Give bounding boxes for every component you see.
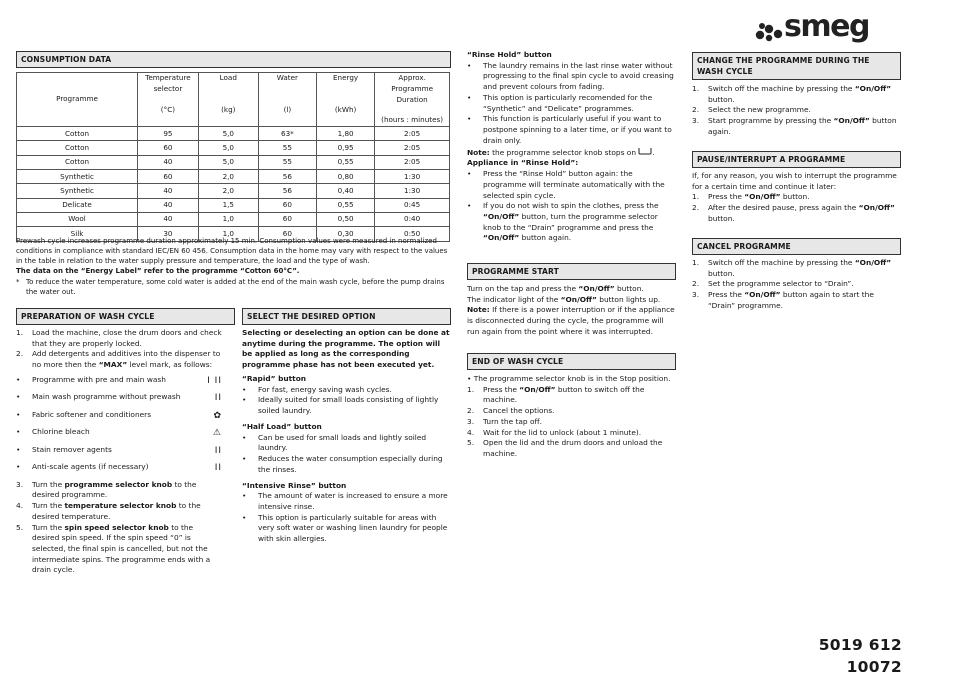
table-cell: Cotton bbox=[17, 155, 138, 169]
consumption-notes bbox=[16, 236, 452, 297]
start-line-2: The indicator light of the “On/Off” button lights up. bbox=[467, 294, 661, 304]
col-energy bbox=[316, 73, 374, 127]
table-cell: 0:50 bbox=[375, 227, 450, 241]
col-water-unit: (l) bbox=[283, 104, 292, 114]
col-water-label: Water bbox=[276, 73, 298, 82]
table-cell: Synthetic bbox=[17, 184, 138, 198]
table-cell: 95 bbox=[138, 127, 199, 141]
pause-step-2: 2. After the desired pause, press again the “On/Off” button. bbox=[692, 203, 895, 223]
table-cell: 60 bbox=[138, 141, 199, 155]
rapid-item: • For fast, energy saving wash cycles. bbox=[242, 384, 392, 394]
note-asterisk: * bbox=[16, 277, 20, 286]
table-cell: 0,50 bbox=[316, 212, 374, 226]
table-row bbox=[17, 141, 450, 155]
table-header-row bbox=[17, 73, 450, 127]
table-cell: 5,0 bbox=[198, 155, 258, 169]
rinse-hold-item: • This function is particularly useful if you want to postpone spinning to a later time, or if you want to drain only. bbox=[467, 114, 672, 145]
table-cell: 1,0 bbox=[198, 212, 258, 226]
change-step-2: 2. Select the new programme. bbox=[692, 105, 811, 115]
rinse-hold-item: • This option is particularly recomended for the “Synthetic” and “Delicate” programmes. bbox=[467, 92, 653, 113]
cancel-step-1: 1. Switch off the machine by pressing the “On/Off” button. bbox=[692, 258, 892, 278]
table-row bbox=[17, 155, 450, 169]
end-cycle-header: END OF WASH CYCLE bbox=[467, 353, 676, 370]
brand-name: smeg bbox=[784, 9, 869, 44]
end-step-4: 4. Wait for the lid to unlock (about 1 minute). bbox=[467, 427, 642, 437]
col-temp bbox=[138, 73, 199, 127]
table-cell: 55 bbox=[258, 155, 316, 169]
detergent-item: • Stain remover agents II bbox=[16, 445, 222, 458]
compartment-symbol-icon: I II bbox=[207, 375, 222, 386]
rinse-hold-title: “Rinse Hold” button bbox=[467, 50, 552, 59]
detergent-label: Stain remover agents bbox=[32, 444, 112, 454]
table-row bbox=[17, 127, 450, 141]
table-cell: Cotton bbox=[17, 127, 138, 141]
detergent-item: • Fabric softener and conditioners ✿ bbox=[16, 410, 222, 423]
prep-step-5: 5. Turn the spin speed selector knob to the desired spin speed. If the spin speed “0” is selected, the final spin is cancelled, but not the intermediate spins. The programme ends with a drain cycle. bbox=[16, 522, 211, 575]
table-cell: 0,30 bbox=[316, 227, 374, 241]
compartment-symbol-icon: II bbox=[214, 445, 222, 456]
table-row bbox=[17, 184, 450, 198]
programme-start-section bbox=[467, 284, 677, 338]
table-cell: 60 bbox=[258, 198, 316, 212]
table-cell: 40 bbox=[138, 184, 199, 198]
table-cell: 1:30 bbox=[375, 170, 450, 184]
table-cell: Wool bbox=[17, 212, 138, 226]
table-cell: 56 bbox=[258, 170, 316, 184]
compartment-symbol-icon: II bbox=[214, 393, 222, 404]
table-cell: 40 bbox=[138, 155, 199, 169]
pause-step-1: 1. Press the “On/Off” button. bbox=[692, 192, 810, 202]
change-step-1: 1. Switch off the machine by pressing the “On/Off” button. bbox=[692, 84, 892, 104]
start-line-1: Turn on the tap and press the “On/Off” button. bbox=[467, 284, 644, 293]
change-programme-header: CHANGE THE PROGRAMME DURING THE WASH CYCLE bbox=[692, 52, 901, 80]
end-step-3: 3. Turn the tap off. bbox=[467, 416, 542, 426]
table-cell: 30 bbox=[138, 227, 199, 241]
change-programme-section bbox=[692, 84, 898, 138]
table-cell: 60 bbox=[258, 212, 316, 226]
options-intro: Selecting or deselecting an option can be done at anytime during the programme. The option will be applied as long as the corresponding programme phase has not been executed yet. bbox=[242, 328, 450, 370]
rinse-hold-section bbox=[467, 50, 677, 244]
end-step-5: 5. Open the lid and the drum doors and unload the machine. bbox=[467, 438, 663, 459]
end-intro: • The programme selector knob is in the Stop position. bbox=[467, 374, 671, 383]
col-duration bbox=[375, 73, 450, 127]
note-energy-label: The data on the “Energy Label” refer to the programme “Cotton 60°C”. bbox=[16, 267, 300, 276]
table-cell: 2,0 bbox=[198, 170, 258, 184]
col-energy-label: Energy bbox=[333, 73, 359, 82]
table-cell: 2:05 bbox=[375, 127, 450, 141]
col-load-label: Load bbox=[219, 73, 237, 82]
table-cell: 2,0 bbox=[198, 184, 258, 198]
prep-step-1: 1. Load the machine, close the drum doors and check that they are properly locked. bbox=[16, 328, 222, 348]
half-load-item: • Reduces the water consumption especially during the rinses. bbox=[242, 454, 443, 474]
detergent-label: Programme with pre and main wash bbox=[32, 374, 166, 384]
table-cell: 40 bbox=[138, 212, 199, 226]
preparation-header: PREPARATION OF WASH CYCLE bbox=[16, 308, 235, 325]
prep-step-4: 4. Turn the temperature selector knob to the desired temperature. bbox=[16, 501, 201, 521]
detergent-label: Main wash programme without prewash bbox=[32, 392, 181, 402]
compartment-symbol-icon: ✿ bbox=[213, 410, 222, 421]
col-duration-label: Approx. Programme Duration bbox=[391, 73, 433, 104]
detergent-label: Chlorine bleach bbox=[32, 427, 90, 437]
intensive-title: “Intensive Rinse” button bbox=[242, 480, 347, 490]
table-row bbox=[17, 212, 450, 226]
smeg-logo bbox=[754, 9, 880, 44]
programme-start-header: PROGRAMME START bbox=[467, 263, 676, 280]
table-cell: 55 bbox=[258, 141, 316, 155]
appliance-rinse-hold-title: Appliance in “Rinse Hold”: bbox=[467, 158, 579, 168]
table-cell: 5,0 bbox=[198, 141, 258, 155]
note-prewash: Prewash cycle increases programme duration approximately 15 min. Consumption values were measured in normalized conditions in compliance with standard IEC/EN 60 456. Consumption data in the home may vary with respect to the values in the table in relation to the water supply pressure and temperature, the load and the type of wash. bbox=[16, 237, 448, 266]
appliance-item-1: • Press the “Rinse Hold” button again: the programme will terminate automatically with the selected spin cycle. bbox=[467, 169, 665, 200]
prep-step-2: 2. Add detergents and additives into the dispenser to no more then the “MAX” level mark, as follows: bbox=[16, 349, 221, 370]
detergent-label: Fabric softener and conditioners bbox=[32, 409, 152, 419]
cancel-header: CANCEL PROGRAMME bbox=[692, 238, 901, 255]
col-energy-unit: (kWh) bbox=[334, 104, 357, 114]
compartment-symbol-icon: II bbox=[214, 463, 222, 474]
table-cell: 63* bbox=[258, 127, 316, 141]
table-cell: 56 bbox=[258, 184, 316, 198]
table-row bbox=[17, 170, 450, 184]
table-cell: 60 bbox=[138, 170, 199, 184]
end-cycle-section bbox=[467, 374, 673, 460]
col-temp-unit: (°C) bbox=[160, 104, 176, 114]
table-cell: 0,40 bbox=[316, 184, 374, 198]
detergent-item: • Main wash programme without prewash II bbox=[16, 392, 222, 405]
col-load-unit: (kg) bbox=[221, 104, 236, 114]
col-temp-label: Temperature selector bbox=[145, 73, 191, 93]
intensive-item: • This option is particularly suitable for areas with very soft water or washing linen laundry for people with skin allergies. bbox=[242, 512, 448, 544]
cancel-step-2: 2. Set the programme selector to “Drain”. bbox=[692, 279, 854, 289]
pause-intro: If, for any reason, you wish to interrupt the programme for a certain time and continue it later: bbox=[692, 171, 897, 191]
table-cell: 60 bbox=[258, 227, 316, 241]
pause-section bbox=[692, 171, 898, 225]
table-cell: 0,55 bbox=[316, 198, 374, 212]
table-cell: 0:45 bbox=[375, 198, 450, 212]
table-cell: 0,95 bbox=[316, 141, 374, 155]
change-step-3: 3. Start programme by pressing the “On/Off” button again. bbox=[692, 116, 897, 136]
table-cell: 40 bbox=[138, 198, 199, 212]
note-water-temp: To reduce the water temperature, some cold water is added at the end of the main wash cycle, before the pump drains the water out. bbox=[26, 277, 445, 296]
table-cell: Synthetic bbox=[17, 170, 138, 184]
options-header: SELECT THE DESIRED OPTION bbox=[242, 308, 451, 325]
table-cell: 1,5 bbox=[198, 198, 258, 212]
appliance-item-2: • If you do not wish to spin the clothes, press the “On/Off” button, turn the programme selector knob to the “Drain” programme and press the “On/Off” button again. bbox=[467, 201, 659, 243]
detergent-item: • Anti-scale agents (if necessary) II bbox=[16, 462, 222, 475]
drain-stop-icon bbox=[638, 147, 652, 155]
table-cell: 1,80 bbox=[316, 127, 374, 141]
table-cell: Cotton bbox=[17, 141, 138, 155]
table-cell: 5,0 bbox=[198, 127, 258, 141]
preparation-section bbox=[16, 328, 222, 576]
detergent-label: Anti-scale agents (if necessary) bbox=[32, 462, 149, 472]
rapid-title: “Rapid” button bbox=[242, 373, 307, 383]
col-load bbox=[198, 73, 258, 127]
table-cell: Silk bbox=[17, 227, 138, 241]
detergent-item: • Chlorine bleach ⚠ bbox=[16, 427, 222, 440]
table-cell: Delicate bbox=[17, 198, 138, 212]
compartment-symbol-icon: ⚠ bbox=[212, 428, 222, 439]
detergent-item: • Programme with pre and main wash I II bbox=[16, 375, 222, 388]
intensive-item: • The amount of water is increased to ensure a more intensive rinse. bbox=[242, 491, 448, 512]
end-step-2: 2. Cancel the options. bbox=[467, 406, 555, 416]
options-section bbox=[242, 328, 452, 545]
rinse-hold-item: • The laundry remains in the last rinse water without progressing to the final spin cycle to avoid creasing and prevent colours from fading. bbox=[467, 60, 674, 92]
table-row bbox=[17, 198, 450, 212]
half-load-item: • Can be used for small loads and lightly soiled laundry. bbox=[242, 432, 427, 453]
table-cell: 0,55 bbox=[316, 155, 374, 169]
col-water bbox=[258, 73, 316, 127]
table-cell: 1:30 bbox=[375, 184, 450, 198]
pause-header: PAUSE/INTERRUPT A PROGRAMME bbox=[692, 151, 901, 168]
cancel-section bbox=[692, 258, 898, 312]
start-note: Note: If there is a power interruption or if the appliance is disconnected during the cycle, the programme will run again from the point where it was interrupted. bbox=[467, 305, 675, 336]
table-cell: 0,80 bbox=[316, 170, 374, 184]
cancel-step-3: 3. Press the “On/Off” button again to start the “Drain” programme. bbox=[692, 290, 874, 310]
end-step-1: 1. Press the “On/Off” button to switch off the machine. bbox=[467, 384, 645, 405]
table-cell: 2:05 bbox=[375, 141, 450, 155]
col-programme: Programme bbox=[17, 73, 138, 127]
rinse-hold-note: Note: the programme selector knob stops on . bbox=[467, 147, 655, 157]
consumption-table bbox=[16, 72, 450, 242]
prep-step-3: 3. Turn the programme selector knob to the desired programme. bbox=[16, 479, 197, 500]
half-load-title: “Half Load” button bbox=[242, 421, 322, 431]
document-code: 5019 612 10072 bbox=[818, 636, 902, 677]
rapid-item: • Ideally suited for small loads consisting of lightly soiled laundry. bbox=[242, 395, 439, 416]
table-cell: 1,0 bbox=[198, 227, 258, 241]
table-cell: 0:40 bbox=[375, 212, 450, 226]
col-duration-unit: (hours : minutes) bbox=[381, 115, 444, 125]
table-cell: 2:05 bbox=[375, 155, 450, 169]
consumption-header: CONSUMPTION DATA bbox=[16, 51, 451, 68]
